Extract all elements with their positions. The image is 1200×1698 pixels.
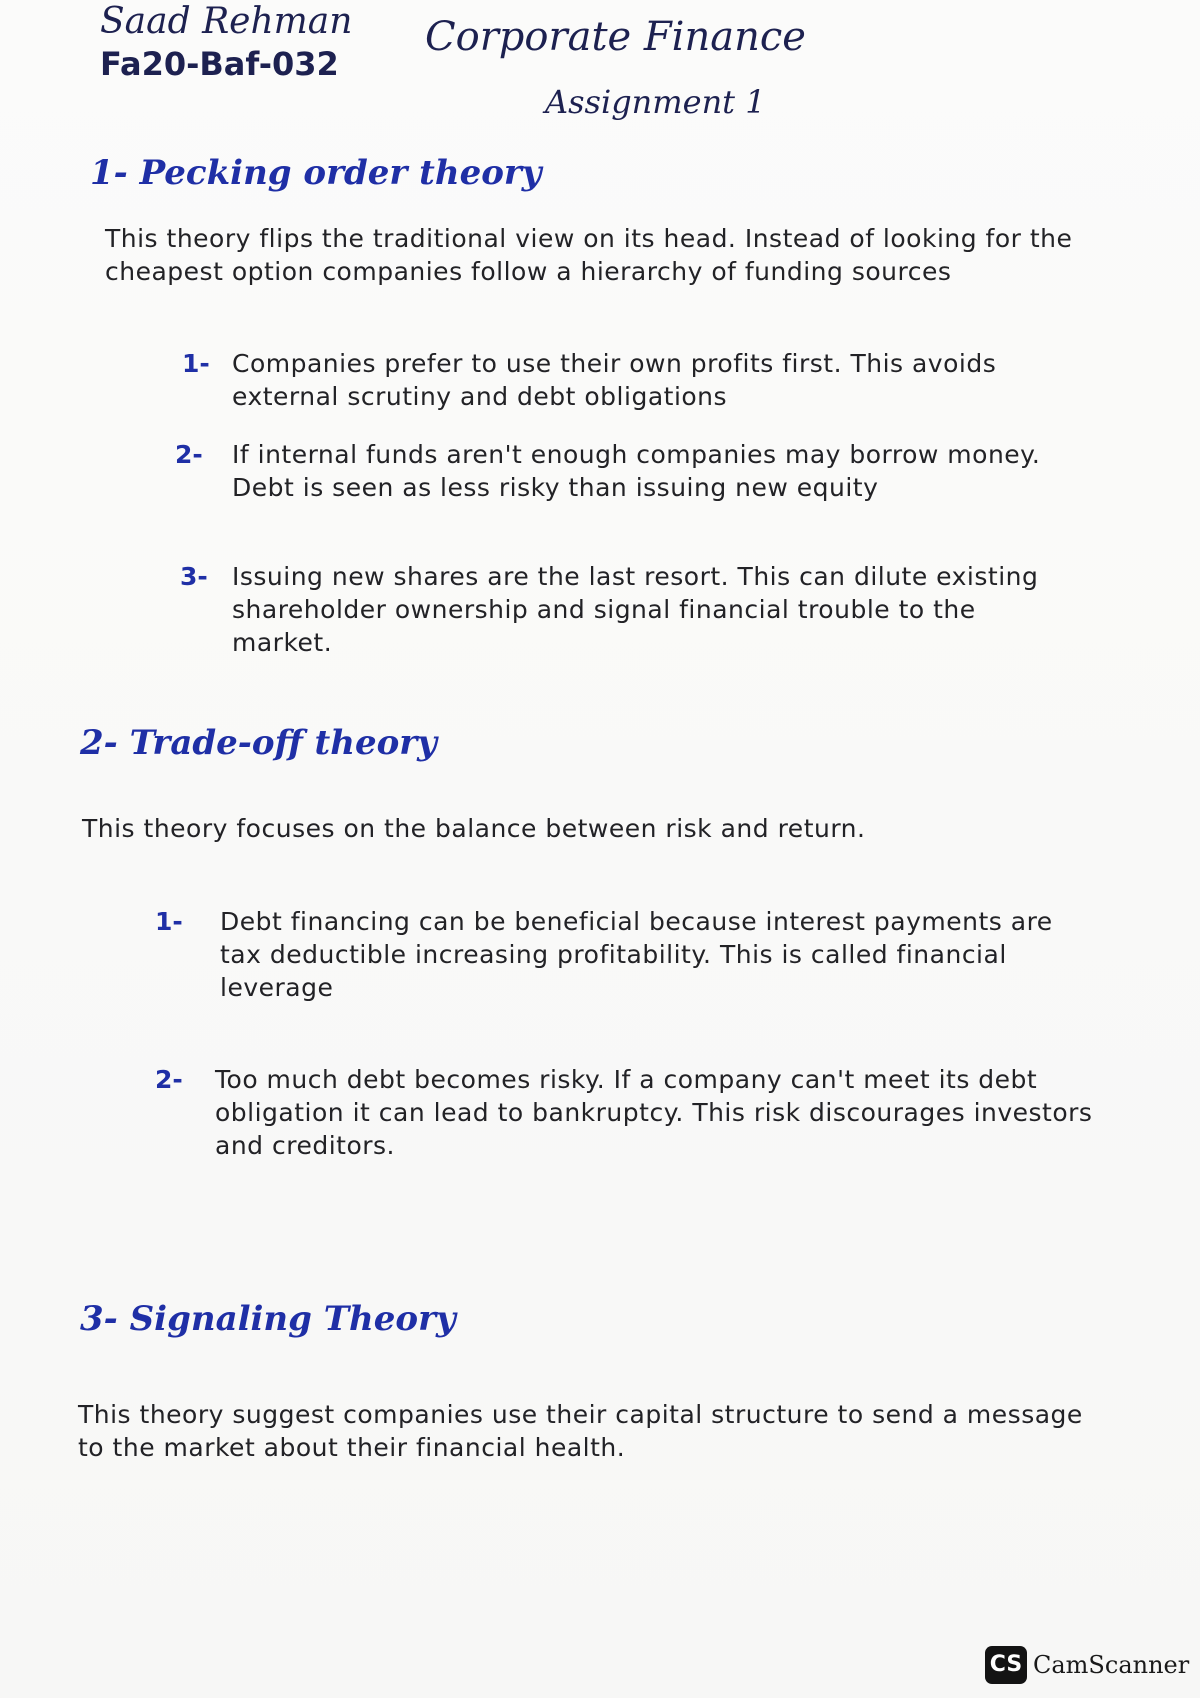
camscanner-watermark [985,1646,1189,1684]
student-name: Saad Rehman [100,1,353,42]
list-item: Too much debt becomes risky. If a company can't meet its debt obligation it can lead to bankruptcy. This risk discourages investors and creditors. [215,1065,1093,1160]
section-intro: This theory flips the traditional view on its head. Instead of looking for the cheapest option companies follow a hierarchy of funding sources [105,224,1073,286]
list-item-number: 2- [175,440,203,469]
course-title: Corporate Finance [425,14,806,60]
section-intro: This theory suggest companies use their capital structure to send a message to the market about their financial health. [78,1400,1083,1462]
section-heading: 3- Signaling Theory [80,1299,456,1339]
list-item-number: 2- [155,1065,183,1094]
list-item-number: 3- [180,562,208,591]
assignment-title: Assignment 1 [545,83,766,121]
list-item-number: 1- [155,907,183,936]
list-item: Issuing new shares are the last resort. This can dilute existing shareholder ownership and signal financial trouble to the market. [232,562,1039,657]
camscanner-label: CamScanner [1033,1651,1190,1679]
list-item: Debt financing can be beneficial because interest payments are tax deductible increasing profitability. This is called financial leverage [220,907,1053,1002]
camscanner-logo-icon: CS [985,1646,1027,1684]
list-item-number: 1- [182,349,210,378]
list-item: If internal funds aren't enough companies may borrow money. Debt is seen as less risky than issuing new equity [232,440,1041,502]
list-item: Companies prefer to use their own profits first. This avoids external scrutiny and debt obligations [232,349,997,411]
section-intro: This theory focuses on the balance between risk and return. [82,814,866,843]
section-heading: 1- Pecking order theory [90,153,542,193]
roll-number: Fa20-Baf-032 [100,45,339,83]
section-heading: 2- Trade-off theory [80,723,437,763]
